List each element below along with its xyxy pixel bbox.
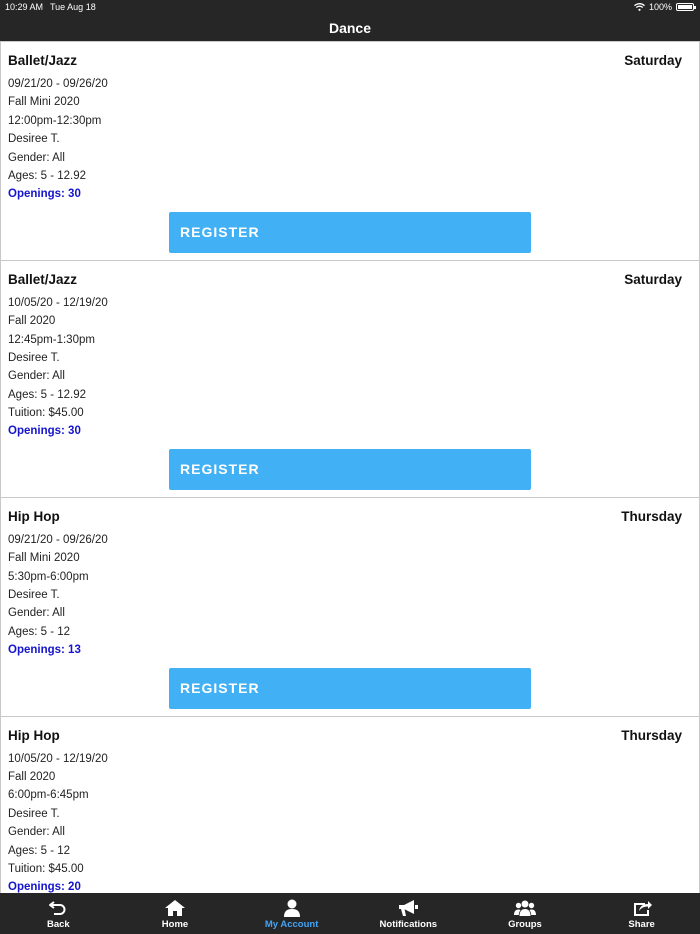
class-ages: Ages: 5 - 12.92 — [8, 388, 86, 401]
class-dates: 09/21/20 - 09/26/20 — [8, 533, 108, 546]
class-card — [0, 41, 700, 261]
class-dates: 10/05/20 - 12/19/20 — [8, 296, 108, 309]
class-session: Fall 2020 — [8, 315, 56, 328]
battery-icon — [676, 3, 694, 11]
tab-home[interactable] — [120, 893, 230, 934]
tab-bar — [0, 893, 700, 934]
tab-my-account[interactable] — [237, 893, 347, 934]
class-ages: Ages: 5 - 12 — [8, 625, 71, 638]
tab-back[interactable] — [3, 893, 113, 934]
tab-label: Groups — [508, 919, 542, 930]
class-time: 12:45pm-1:30pm — [8, 333, 95, 346]
class-openings: Openings: 30 — [8, 425, 81, 438]
person-icon — [281, 899, 303, 917]
group-icon — [514, 899, 536, 917]
back-arrow-icon — [47, 899, 69, 917]
class-instructor: Desiree T. — [8, 807, 60, 820]
class-gender: Gender: All — [8, 607, 65, 620]
class-instructor: Desiree T. — [8, 133, 60, 146]
class-day: Thursday — [621, 727, 682, 743]
class-tuition: Tuition: $45.00 — [8, 407, 84, 420]
class-day: Saturday — [624, 53, 682, 68]
class-ages: Ages: 5 - 12.92 — [8, 169, 86, 182]
tab-notifications[interactable] — [353, 893, 463, 934]
class-session: Fall Mini 2020 — [8, 552, 80, 565]
class-card — [0, 261, 700, 498]
class-gender: Gender: All — [8, 151, 65, 164]
class-session: Fall 2020 — [8, 770, 56, 783]
class-instructor: Desiree T. — [8, 589, 60, 602]
wifi-icon — [634, 3, 645, 11]
status-time: 10:29 AM — [5, 2, 44, 12]
status-bar — [0, 0, 700, 14]
tab-label: Notifications — [379, 919, 438, 930]
tab-label: Home — [161, 919, 189, 930]
class-dates: 10/05/20 - 12/19/20 — [8, 752, 108, 765]
class-dates: 09/21/20 - 09/26/20 — [8, 78, 108, 90]
home-icon — [164, 899, 186, 917]
class-instructor: Desiree T. — [8, 351, 60, 364]
register-button[interactable]: REGISTER — [169, 449, 531, 490]
tab-label: Share — [628, 919, 655, 930]
class-title: Ballet/Jazz — [8, 53, 78, 68]
share-icon — [631, 899, 653, 917]
class-gender: Gender: All — [8, 370, 65, 383]
page-title: Dance — [0, 14, 700, 41]
register-button[interactable]: REGISTER — [169, 668, 531, 709]
register-button[interactable]: REGISTER — [169, 212, 531, 253]
class-openings: Openings: 13 — [8, 644, 81, 657]
class-time: 5:30pm-6:00pm — [8, 570, 89, 583]
class-day: Saturday — [624, 271, 682, 287]
class-title: Hip Hop — [8, 508, 60, 524]
status-right — [634, 0, 694, 14]
megaphone-icon — [397, 899, 419, 917]
tab-share[interactable] — [587, 893, 697, 934]
class-card — [0, 717, 700, 893]
class-card — [0, 498, 700, 717]
tab-groups[interactable] — [470, 893, 580, 934]
class-tuition: Tuition: $45.00 — [8, 862, 84, 875]
class-time: 6:00pm-6:45pm — [8, 789, 89, 802]
tab-label: Back — [46, 919, 70, 930]
class-gender: Gender: All — [8, 826, 65, 839]
class-openings: Openings: 30 — [8, 188, 81, 201]
class-time: 12:00pm-12:30pm — [8, 114, 102, 127]
class-ages: Ages: 5 - 12 — [8, 844, 71, 857]
class-day: Thursday — [621, 508, 682, 524]
status-date: Tue Aug 18 — [50, 2, 96, 12]
class-openings: Openings: 20 — [8, 881, 81, 893]
class-session: Fall Mini 2020 — [8, 96, 80, 109]
class-title: Ballet/Jazz — [8, 271, 78, 287]
class-title: Hip Hop — [8, 727, 60, 743]
tab-label: My Account — [264, 919, 319, 930]
battery-percent: 100% — [648, 2, 672, 12]
class-list[interactable] — [0, 41, 700, 893]
